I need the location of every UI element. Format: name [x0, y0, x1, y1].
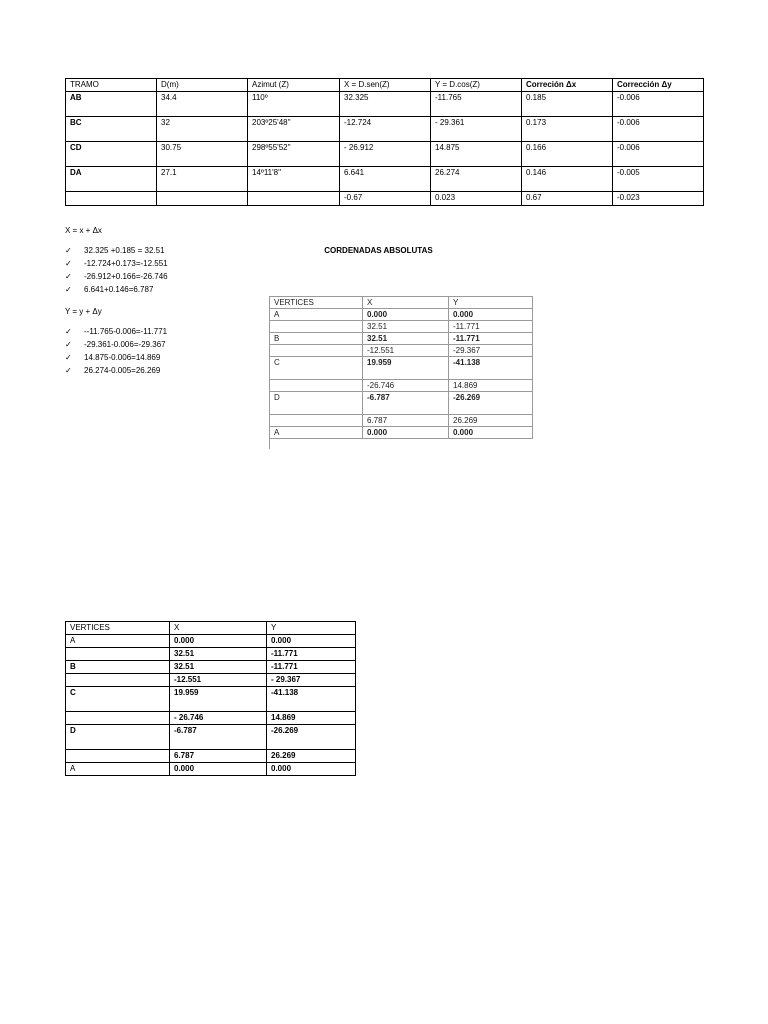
table-cell: BC — [66, 117, 157, 142]
table-cell: 32.51 — [170, 661, 267, 674]
header-cell: X = D.sen(Z) — [340, 79, 431, 92]
table-row — [270, 427, 533, 439]
table-cell: 6.641 — [340, 167, 431, 192]
checkmark-icon: ✓ — [65, 353, 72, 362]
table-cell: D — [66, 725, 170, 750]
table-cell: 0.000 — [267, 763, 356, 776]
table-row — [66, 167, 704, 192]
header-cell: D(m) — [157, 79, 248, 92]
table-cell: -11.771 — [267, 648, 356, 661]
table-row — [66, 117, 704, 142]
list-item — [65, 366, 160, 375]
table-row — [270, 345, 533, 357]
table-cell: 0.173 — [522, 117, 613, 142]
table-cell: -6.787 — [363, 392, 449, 415]
table-cell: -11.771 — [449, 333, 533, 345]
table-row — [66, 763, 356, 776]
table-cell: 110º — [248, 92, 340, 117]
table-cell: A — [270, 309, 363, 321]
table-cell: - 29.367 — [267, 674, 356, 687]
y-step: 14.875-0.006=14.869 — [84, 353, 161, 362]
list-item — [65, 340, 166, 349]
table-row — [270, 321, 533, 333]
table-row — [66, 750, 356, 763]
table-cell: -0.023 — [613, 192, 704, 206]
table-cell — [270, 345, 363, 357]
header-cell: X — [170, 622, 267, 635]
table-cell — [157, 192, 248, 206]
table-cell: 0.67 — [522, 192, 613, 206]
table-cell — [66, 674, 170, 687]
table-row — [66, 725, 356, 750]
table-cell: -0.005 — [613, 167, 704, 192]
x-step: -26.912+0.166=-26.746 — [84, 272, 168, 281]
table-cell: -11.771 — [449, 321, 533, 333]
vertices-table — [269, 296, 533, 439]
header-cell: Correción Δx — [522, 79, 613, 92]
table-cell: D — [270, 392, 363, 415]
table-cell: -26.269 — [449, 392, 533, 415]
table-cell: -26.746 — [363, 380, 449, 392]
table-row — [66, 661, 356, 674]
table-cell: 32 — [157, 117, 248, 142]
table-cell: -11.771 — [267, 661, 356, 674]
table-cell: 298º55'52'' — [248, 142, 340, 167]
table-cell: -0.006 — [613, 92, 704, 117]
table-cell: 0.000 — [449, 309, 533, 321]
checkmark-icon: ✓ — [65, 366, 72, 375]
table-row — [66, 142, 704, 167]
table-cell — [248, 192, 340, 206]
y-step: 26.274-0.005=26.269 — [84, 366, 161, 375]
x-step: 6.641+0.146=6.787 — [84, 285, 154, 294]
table-cell: DA — [66, 167, 157, 192]
header-cell: VERTICES — [66, 622, 170, 635]
table-cell: 19.959 — [170, 687, 267, 712]
table-cell: 14º11'8'' — [248, 167, 340, 192]
table-row — [66, 648, 356, 661]
header-cell: Y — [267, 622, 356, 635]
header-cell: TRAMO — [66, 79, 157, 92]
table-header-row — [66, 622, 356, 635]
table-cell: - 26.746 — [170, 712, 267, 725]
list-item — [65, 327, 167, 336]
table-cell — [66, 648, 170, 661]
table-header-row — [270, 297, 533, 309]
table-cell — [66, 192, 157, 206]
table-cell: 6.787 — [363, 415, 449, 427]
list-item — [65, 285, 153, 294]
table-cell: 0.000 — [449, 427, 533, 439]
checkmark-icon: ✓ — [65, 327, 72, 336]
table-cell: - 26.912 — [340, 142, 431, 167]
table-cell: -41.138 — [449, 357, 533, 380]
table-cell: AB — [66, 92, 157, 117]
table-cell: 0.166 — [522, 142, 613, 167]
table-row — [66, 92, 704, 117]
table-row — [270, 415, 533, 427]
x-step: -12.724+0.173=-12.551 — [84, 259, 168, 268]
table-cell: 32.51 — [170, 648, 267, 661]
header-cell: Corrección Δy — [613, 79, 704, 92]
table-row — [66, 687, 356, 712]
header-cell: X — [363, 297, 449, 309]
checkmark-icon: ✓ — [65, 246, 72, 255]
table-cell: 0.000 — [267, 635, 356, 648]
table-row — [270, 333, 533, 345]
table-cell: -6.787 — [170, 725, 267, 750]
header-cell: VERTICES — [270, 297, 363, 309]
table-cell — [270, 415, 363, 427]
x-step: 32.325 +0.185 = 32.51 — [84, 246, 165, 255]
table-cell: 32.51 — [363, 321, 449, 333]
formula-x: X = x + Δx — [65, 226, 102, 235]
table-cell: -41.138 — [267, 687, 356, 712]
table-cell: 27.1 — [157, 167, 248, 192]
list-item — [65, 353, 160, 362]
list-item — [65, 246, 165, 255]
y-step: -29.361-0.006=-29.367 — [84, 340, 166, 349]
table-cell: 32.51 — [363, 333, 449, 345]
table-cell: B — [270, 333, 363, 345]
table-cell: - 29.361 — [431, 117, 522, 142]
checkmark-icon: ✓ — [65, 272, 72, 281]
vertices-table-2 — [65, 621, 356, 776]
table-cell: C — [66, 687, 170, 712]
formula-y: Y = y + Δy — [65, 307, 102, 316]
table-cell: -26.269 — [267, 725, 356, 750]
table-row — [66, 635, 356, 648]
table-cell — [270, 321, 363, 333]
list-item — [65, 259, 168, 268]
table-cell: -12.551 — [363, 345, 449, 357]
table-cell: -12.724 — [340, 117, 431, 142]
table-cell: 14.869 — [449, 380, 533, 392]
header-cell: Azimut (Z) — [248, 79, 340, 92]
checkmark-icon: ✓ — [65, 285, 72, 294]
checkmark-icon: ✓ — [65, 340, 72, 349]
table-cell: 0.146 — [522, 167, 613, 192]
table-cell: 0.000 — [363, 309, 449, 321]
table-row — [66, 674, 356, 687]
table-cell: -12.551 — [170, 674, 267, 687]
header-cell: Y = D.cos(Z) — [431, 79, 522, 92]
checkmark-icon: ✓ — [65, 259, 72, 268]
table-row — [270, 380, 533, 392]
table-cell: 30.75 — [157, 142, 248, 167]
table-cell: 0.023 — [431, 192, 522, 206]
table-cell: C — [270, 357, 363, 380]
table-cell: 0.185 — [522, 92, 613, 117]
table-cell: 14.875 — [431, 142, 522, 167]
header-cell: Y — [449, 297, 533, 309]
table-cell: A — [270, 427, 363, 439]
table-cell: 26.274 — [431, 167, 522, 192]
section-title: CORDENADAS ABSOLUTAS — [324, 246, 433, 255]
table-cell: -0.006 — [613, 117, 704, 142]
y-step: --11.765-0.006=-11.771 — [84, 327, 168, 336]
table-cell: 0.000 — [170, 763, 267, 776]
table-cell: 6.787 — [170, 750, 267, 763]
table-cell: A — [66, 635, 170, 648]
table-cell: 14.869 — [267, 712, 356, 725]
table-cell: 0.000 — [363, 427, 449, 439]
table-cell: A — [66, 763, 170, 776]
traverse-table — [65, 78, 704, 206]
table-cell — [270, 380, 363, 392]
table-cell: 0.000 — [170, 635, 267, 648]
table-cell — [66, 750, 170, 763]
table-cell: CD — [66, 142, 157, 167]
table-cell: 32.325 — [340, 92, 431, 117]
table-row — [270, 392, 533, 415]
table-totals-row — [66, 192, 704, 206]
table-row — [66, 712, 356, 725]
table-cell — [66, 712, 170, 725]
table-stub-line — [269, 437, 270, 449]
table-cell: 19.959 — [363, 357, 449, 380]
table-row — [270, 309, 533, 321]
table-cell: 34.4 — [157, 92, 248, 117]
table-cell: B — [66, 661, 170, 674]
table-cell: -29.367 — [449, 345, 533, 357]
table-cell: 26.269 — [449, 415, 533, 427]
table-cell: -0.006 — [613, 142, 704, 167]
table-row — [270, 357, 533, 380]
table-cell: -0.67 — [340, 192, 431, 206]
table-cell: 203º25'48'' — [248, 117, 340, 142]
table-header-row — [66, 79, 704, 92]
list-item — [65, 272, 168, 281]
table-cell: 26.269 — [267, 750, 356, 763]
table-cell: -11.765 — [431, 92, 522, 117]
